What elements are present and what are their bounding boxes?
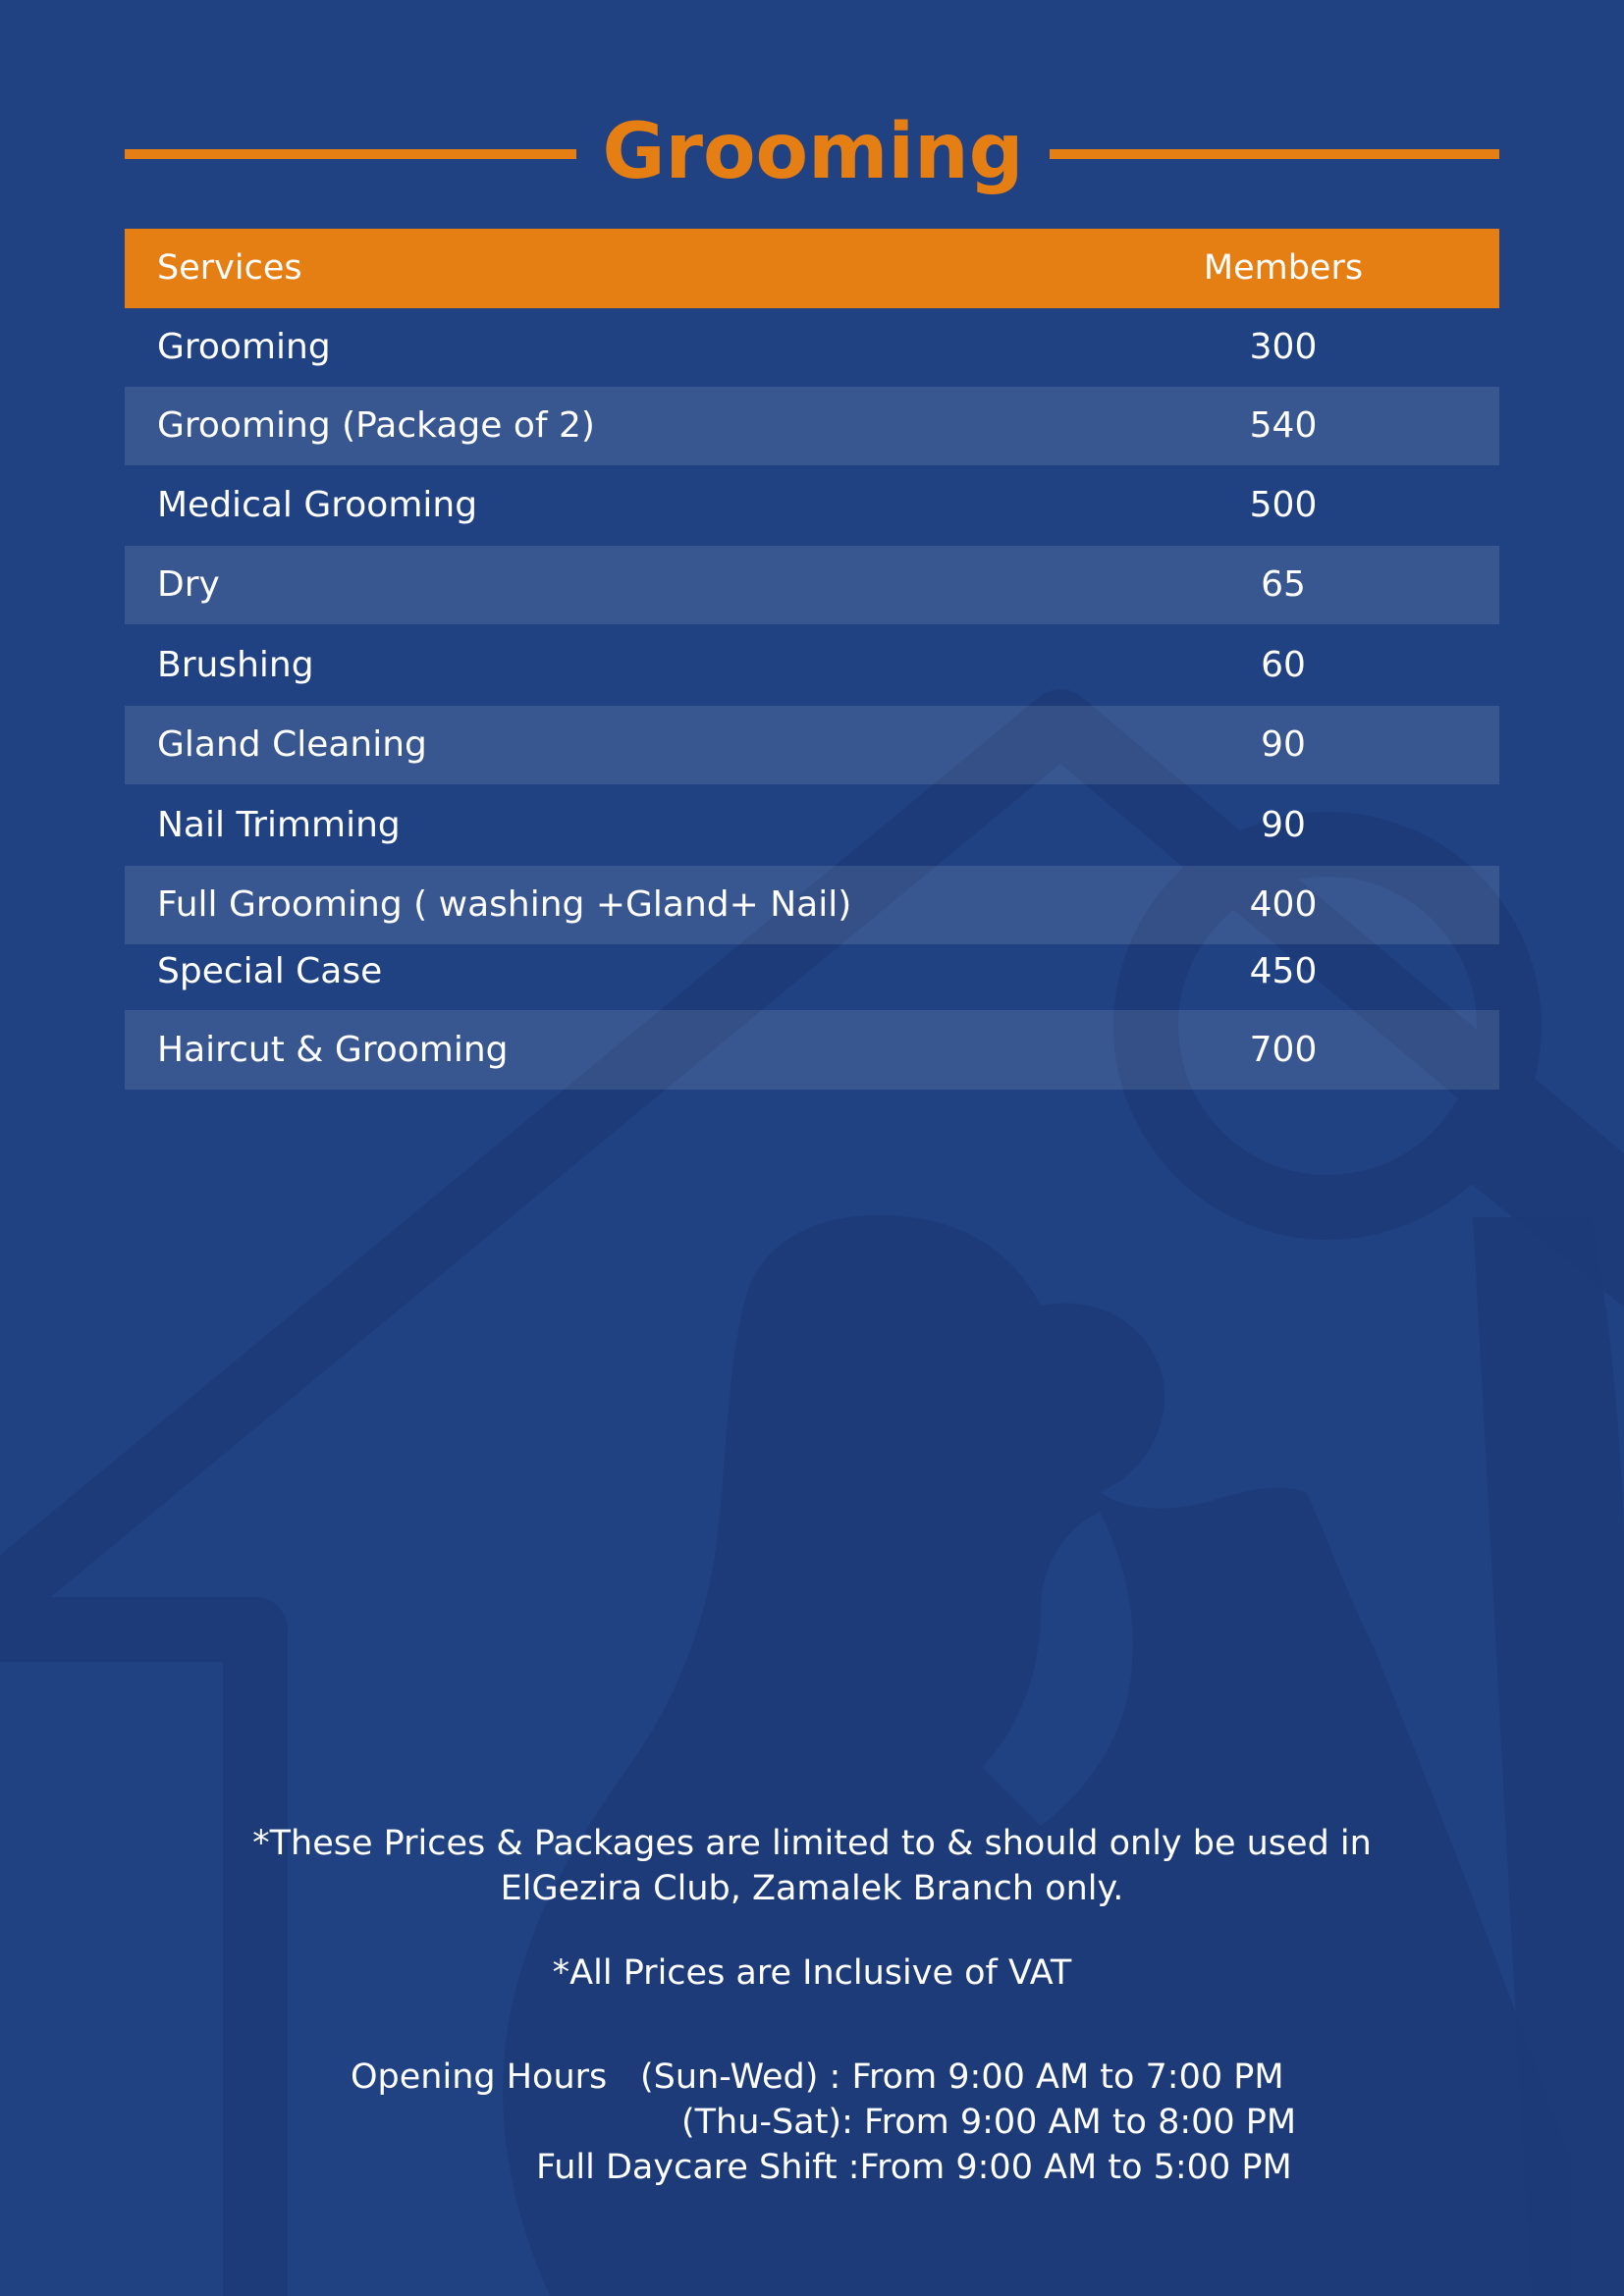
table-row	[125, 546, 1499, 624]
title-divider-left	[125, 149, 576, 159]
row-service: Haircut & Grooming	[157, 1030, 509, 1070]
table-row	[125, 387, 1499, 465]
hours-label: Opening Hours	[351, 2057, 608, 2097]
row-price: 700	[1249, 1030, 1318, 1070]
row-service: Nail Trimming	[157, 805, 401, 845]
price-table	[125, 229, 1499, 1090]
row-service: Dry	[157, 564, 220, 605]
hours-sun-wed: (Sun-Wed) : From 9:00 AM to 7:00 PM	[640, 2057, 1284, 2097]
row-service: Grooming	[157, 327, 331, 367]
row-price: 450	[1249, 951, 1318, 991]
hours-thu-sat: (Thu-Sat): From 9:00 AM to 8:00 PM	[681, 2103, 1297, 2142]
table-row	[125, 465, 1499, 546]
row-price: 300	[1249, 327, 1318, 367]
table-row	[125, 308, 1499, 387]
row-service: Gland Cleaning	[157, 724, 427, 765]
table-row	[125, 706, 1499, 784]
row-price: 400	[1249, 884, 1318, 925]
note-limit-line1: *These Prices & Packages are limited to & should only be used in	[252, 1824, 1372, 1863]
row-service: Special Case	[157, 951, 383, 991]
row-price: 60	[1261, 645, 1306, 685]
hours-daycare: Full Daycare Shift :From 9:00 AM to 5:00 PM	[536, 2148, 1292, 2187]
title-row	[125, 103, 1499, 201]
row-service: Grooming (Package of 2)	[157, 405, 595, 446]
note-vat: *All Prices are Inclusive of VAT	[552, 1953, 1072, 1993]
table-row	[125, 944, 1499, 1010]
note-limit-line2: ElGezira Club, Zamalek Branch only.	[500, 1869, 1124, 1908]
table-row	[125, 624, 1499, 706]
row-service: Full Grooming ( washing +Gland+ Nail)	[157, 884, 852, 925]
row-price: 90	[1261, 724, 1306, 765]
row-price: 90	[1261, 805, 1306, 845]
row-price: 500	[1249, 485, 1318, 525]
row-price: 540	[1249, 405, 1318, 446]
row-service: Brushing	[157, 645, 314, 685]
header-members: Members	[1203, 248, 1364, 288]
row-price: 65	[1261, 564, 1306, 605]
table-header	[125, 229, 1499, 308]
row-service: Medical Grooming	[157, 485, 478, 525]
page-title: Grooming	[602, 108, 1024, 196]
table-row	[125, 784, 1499, 866]
header-services: Services	[157, 248, 302, 288]
title-divider-right	[1050, 149, 1499, 159]
table-row	[125, 1010, 1499, 1090]
table-row	[125, 866, 1499, 944]
